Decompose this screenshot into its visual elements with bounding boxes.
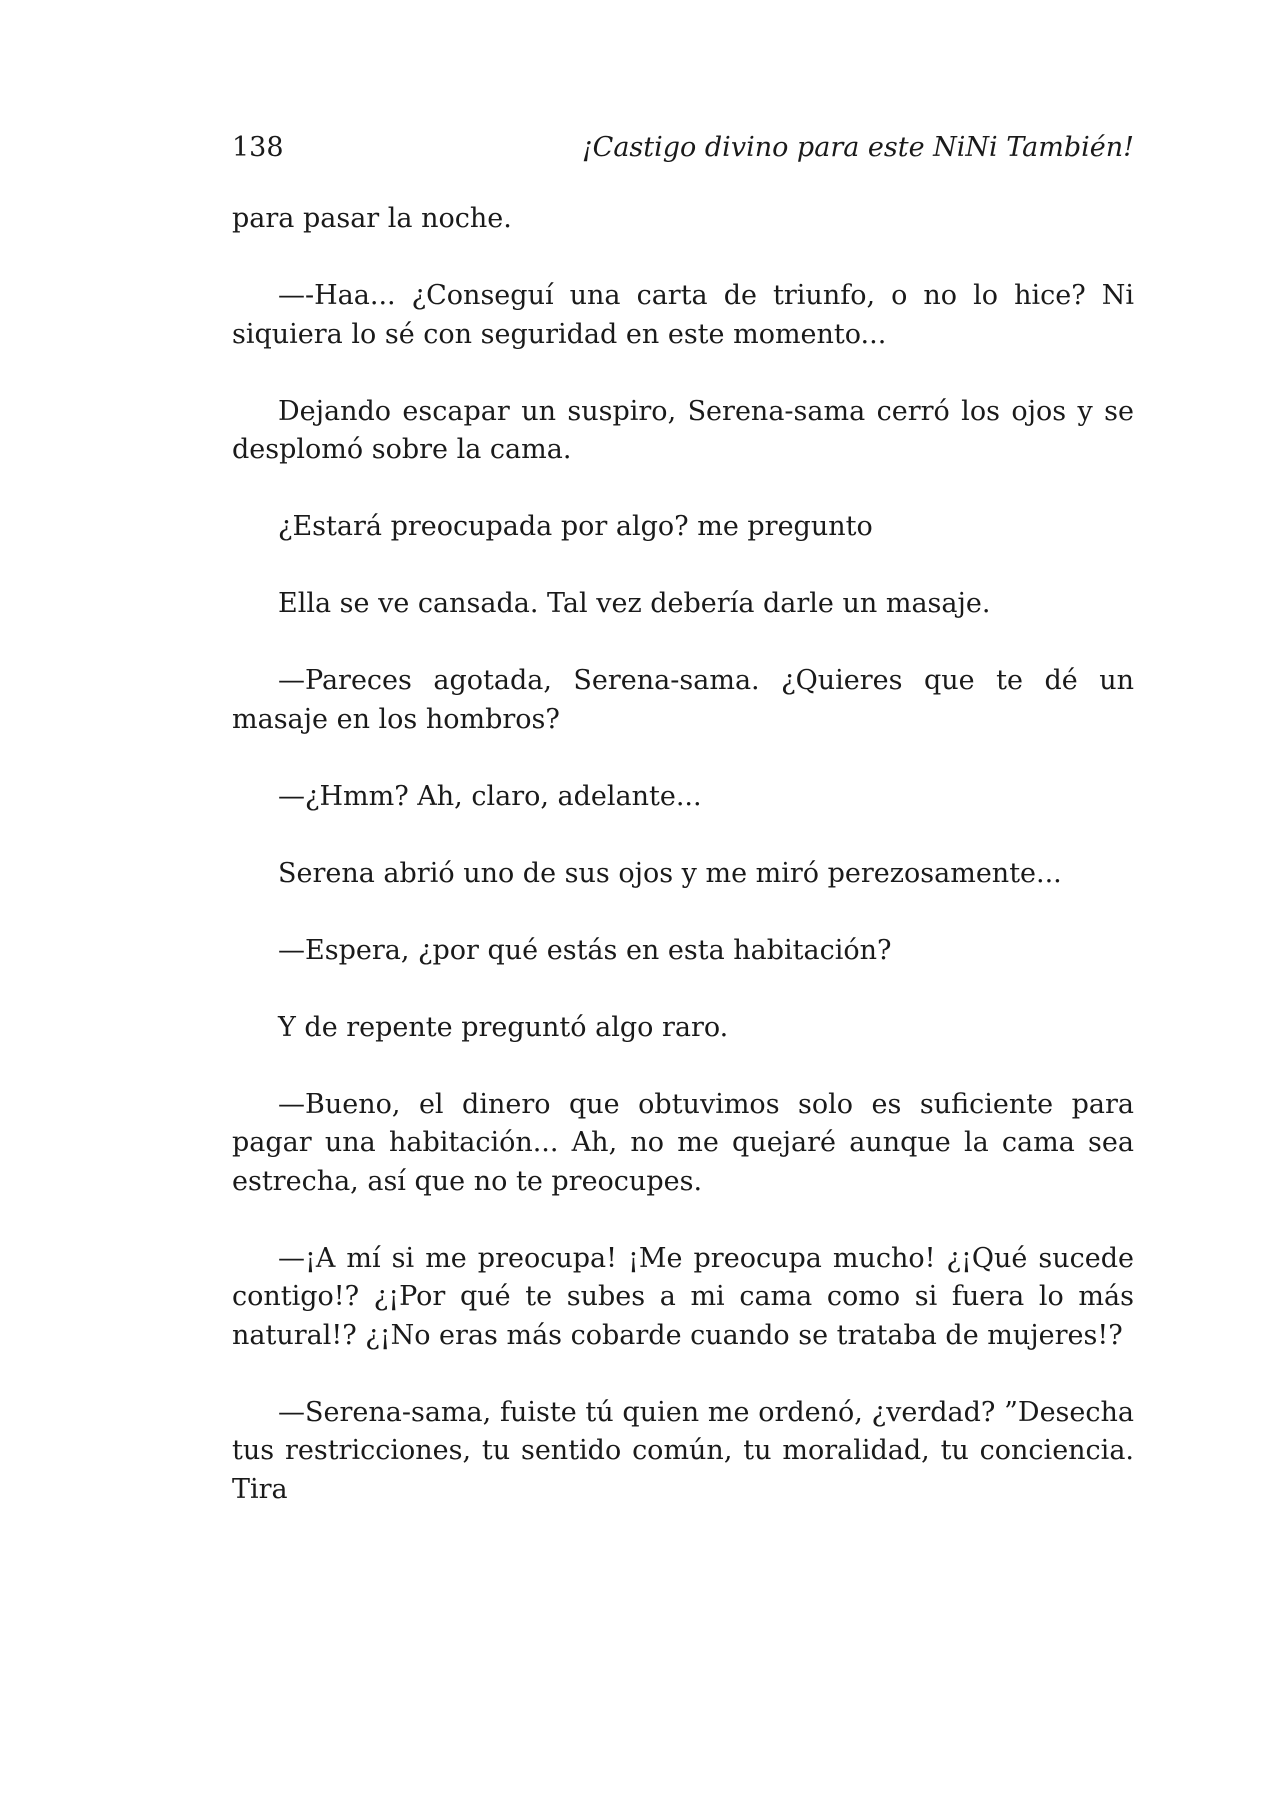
paragraph: —¡A mí si me preocupa! ¡Me preocupa mucho! ¿¡Qué sucede contigo!? ¿¡Por qué te subes a mi cama como si fuera lo más natural!? ¿¡No eras más cobarde cuando se trataba de mujeres!? (232, 1242, 1134, 1351)
paragraph: —-Haa... ¿Conseguí una carta de triunfo, o no lo hice? Ni siquiera lo sé con seguridad en este momento... (232, 280, 1134, 350)
paragraph: Ella se ve cansada. Tal vez debería darle un masaje. (278, 588, 991, 619)
paragraph: —Bueno, el dinero que obtuvimos solo es suficiente para pagar una habitación... Ah, no me quejaré aunque la cama sea estrecha, así que no te preocupes. (232, 1088, 1134, 1197)
book-page (232, 128, 1134, 1509)
running-header (232, 128, 1134, 168)
paragraph: para pasar la noche. (232, 203, 512, 234)
paragraph: —Pareces agotada, Serena-sama. ¿Quieres que te dé un masaje en los hombros? (232, 665, 1134, 735)
paragraph: —Espera, ¿por qué estás en esta habitación? (278, 934, 892, 966)
body-text (232, 200, 1134, 1509)
paragraph: Y de repente preguntó algo raro. (278, 1011, 729, 1043)
paragraph: Dejando escapar un suspiro, Serena-sama cerró los ojos y se desplomó sobre la cama. (232, 395, 1134, 465)
page-number: 138 (232, 132, 284, 163)
paragraph: —Serena-sama, fuiste tú quien me ordenó, ¿verdad? ”Desecha tus restricciones, tu sentido común, tu moralidad, tu conciencia. Tira (232, 1396, 1134, 1505)
paragraph: Serena abrió uno de sus ojos y me miró perezosamente... (278, 857, 1062, 889)
paragraph: —¿Hmm? Ah, claro, adelante... (278, 780, 702, 812)
book-title: ¡Castigo divino para este NiNi También! (581, 132, 1134, 163)
paragraph: ¿Estará preocupada por algo? me pregunto (278, 511, 873, 542)
